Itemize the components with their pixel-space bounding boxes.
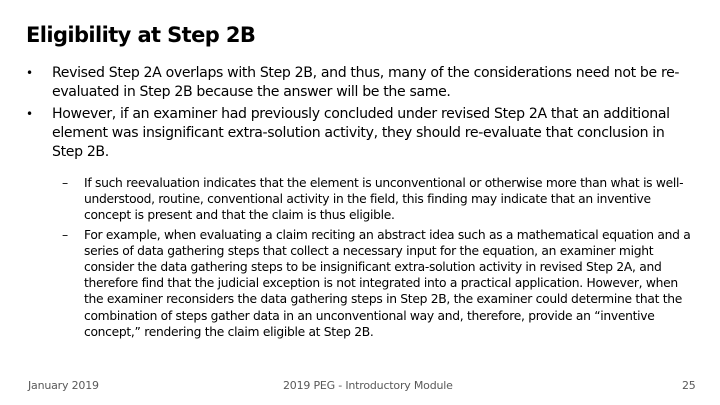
sub-bullet-text: If such reevaluation indicates that the element is unconventional or otherwise more than what is well-understood, routine, conventional activity in the field, this finding may indicate that an inventive concept is present and that the claim is thus eligible. [84,176,684,223]
footer-module: 2019 PEG - Introductory Module [283,379,453,392]
bullet-list [26,64,696,165]
bullet-text: However, if an examiner had previously concluded under revised Step 2A that an additional element was insignificant extra-solution activity, they should re-evaluate that conclusion in Step 2B. [52,106,670,160]
sub-bullet-list [62,175,692,343]
slide-title: Eligibility at Step 2B [26,23,256,47]
sub-bullet-marker: – [62,176,68,190]
bullet-marker: • [26,107,33,121]
bullet-item [26,64,696,102]
bullet-text: Revised Step 2A overlaps with Step 2B, and thus, many of the considerations need not be re-evaluated in Step 2B because the answer will be the same. [52,65,680,100]
bullet-marker: • [26,66,33,80]
sub-bullet-text: For example, when evaluating a claim reciting an abstract idea such as a mathematical equation and a series of data gathering steps that collect a necessary input for the equation, an examiner might consider the data gathering steps to be insignificant extra-solution activity in revised Step 2A, and therefore find that the judicial exception is not integrated into a practical application. However, when the examiner reconsiders the data gathering steps in Step 2B, the examiner could determine that the combination of steps gather data in an unconventional way and, therefore, provide an “inventive concept,” rendering the claim eligible at Step 2B. [84,227,691,339]
sub-bullet-item [62,175,692,224]
sub-bullet-item [62,227,692,340]
sub-bullet-marker: – [62,227,68,242]
footer-date: January 2019 [28,379,99,392]
page-number: 25 [682,379,696,392]
bullet-item [26,105,696,162]
